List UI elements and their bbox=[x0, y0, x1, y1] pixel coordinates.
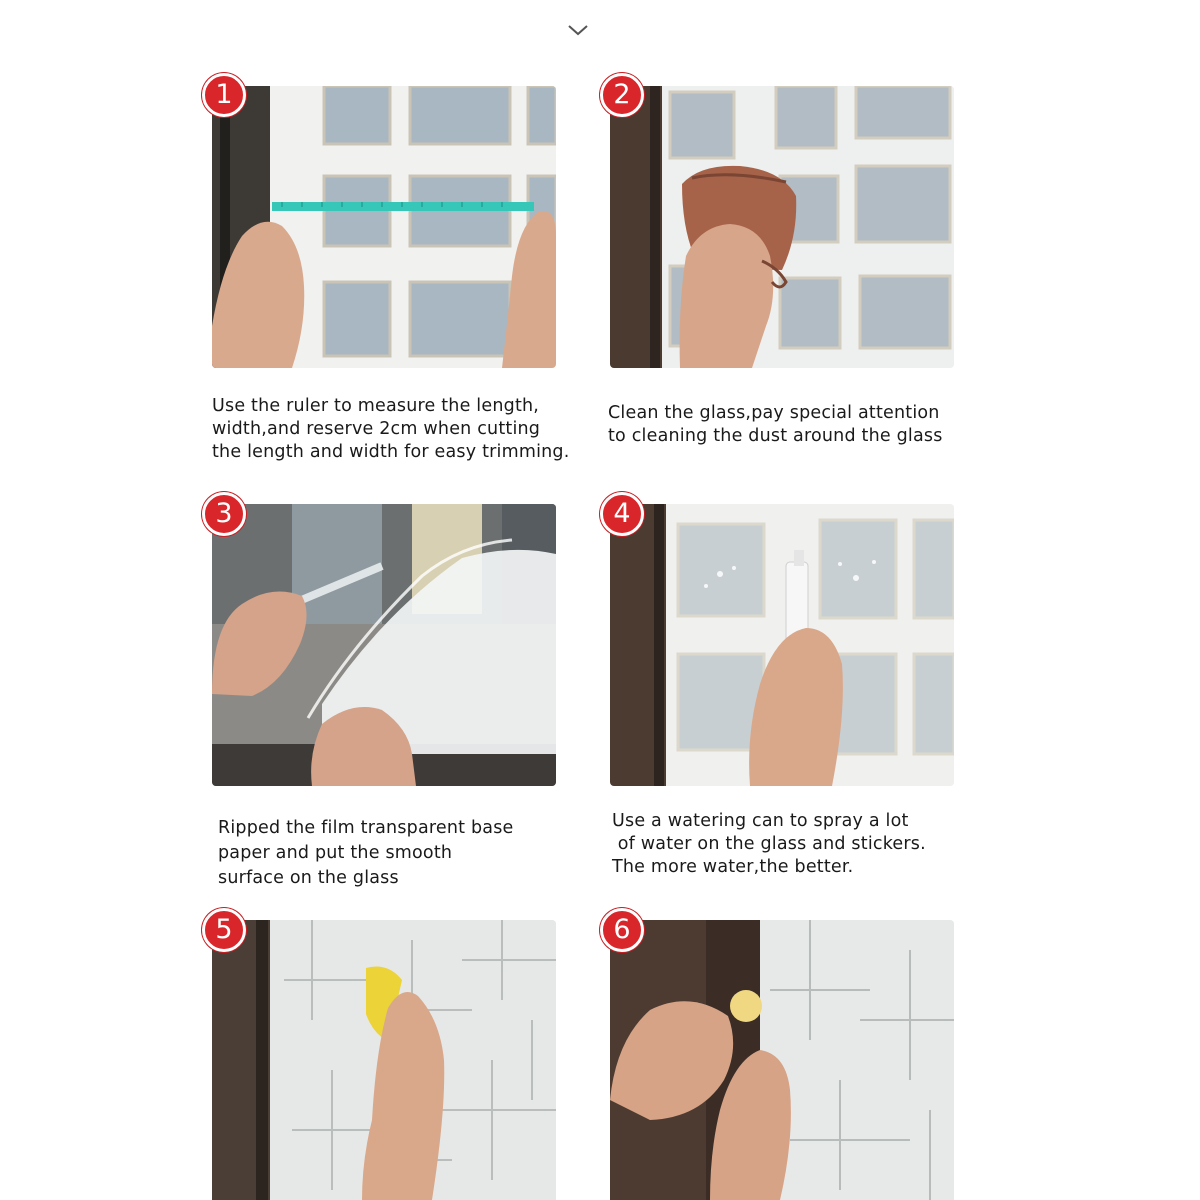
caption-line: Clean the glass,pay special attention bbox=[608, 403, 940, 423]
step-6-photo-trimming-edges bbox=[610, 920, 954, 1200]
step-number-badge: 5 bbox=[202, 908, 246, 952]
caption-line: Ripped the film transparent base bbox=[218, 818, 514, 838]
step-number-badge: 3 bbox=[202, 492, 246, 536]
step-2-photo-cleaning-glass bbox=[610, 86, 954, 368]
step-1-caption bbox=[212, 395, 584, 464]
caption-line: Use the ruler to measure the length, bbox=[212, 396, 540, 416]
caption-line: The more water,the better. bbox=[612, 857, 854, 877]
caption-line: surface on the glass bbox=[218, 868, 399, 888]
step-3-photo-peeling-film bbox=[212, 504, 556, 786]
step-3-caption bbox=[218, 816, 558, 891]
caption-line: Use a watering can to spray a lot bbox=[612, 811, 909, 831]
caption-line: paper and put the smooth bbox=[218, 843, 453, 863]
caption-line: the length and width for easy trimming. bbox=[212, 442, 570, 462]
chevron-down-icon[interactable] bbox=[566, 22, 590, 38]
step-1-photo-measuring-window bbox=[212, 86, 556, 368]
step-number-badge: 4 bbox=[600, 492, 644, 536]
step-4-caption bbox=[612, 810, 952, 879]
caption-line: of water on the glass and stickers. bbox=[612, 834, 926, 854]
step-number-badge: 1 bbox=[202, 73, 246, 117]
step-2-caption bbox=[608, 402, 968, 448]
step-number-badge: 2 bbox=[600, 73, 644, 117]
step-number-badge: 6 bbox=[600, 908, 644, 952]
step-4-photo-spraying-water bbox=[610, 504, 954, 786]
caption-line: width,and reserve 2cm when cutting bbox=[212, 419, 541, 439]
step-5-photo-scraping-film bbox=[212, 920, 556, 1200]
caption-line: to cleaning the dust around the glass bbox=[608, 426, 943, 446]
